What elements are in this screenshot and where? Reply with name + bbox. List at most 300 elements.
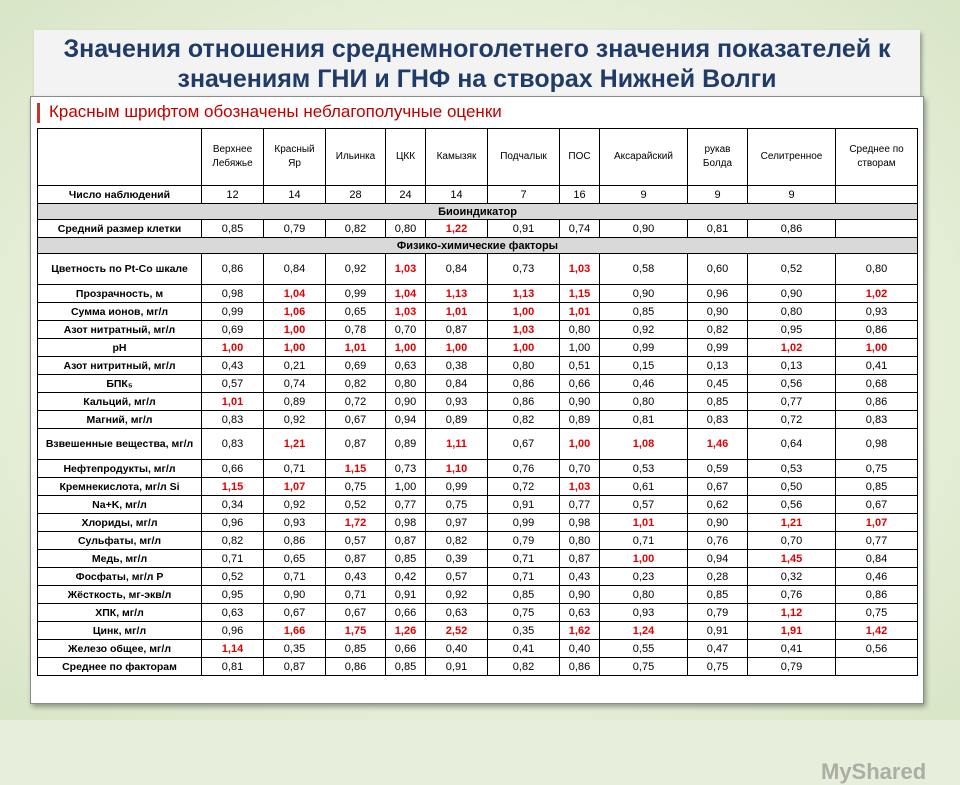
value-cell: 0,50 [748, 478, 836, 496]
value-cell: 0,86 [748, 220, 836, 238]
value-cell: 0,79 [748, 658, 836, 676]
value-cell: 0,15 [600, 357, 688, 375]
table-row-average [38, 658, 918, 676]
value-cell: 0,73 [386, 460, 426, 478]
value-cell: 0,86 [560, 658, 600, 676]
row-label: Азот нитритный, мг/л [38, 357, 202, 375]
value-cell: 1,01 [426, 303, 488, 321]
value-cell: 1,00 [264, 321, 326, 339]
column-header: Аксарайский [600, 129, 688, 186]
value-cell: 0,90 [264, 586, 326, 604]
value-cell: 0,52 [748, 254, 836, 285]
value-cell: 1,00 [836, 339, 918, 357]
value-cell: 0,75 [688, 658, 748, 676]
value-cell: 0,79 [264, 220, 326, 238]
value-cell: 0,76 [688, 532, 748, 550]
value-cell: 0,62 [688, 496, 748, 514]
value-cell: 0,80 [836, 254, 918, 285]
value-cell: 0,65 [264, 550, 326, 568]
value-cell: 0,95 [748, 321, 836, 339]
value-cell: 0,43 [202, 357, 264, 375]
row-label: Число наблюдений [38, 186, 202, 204]
value-cell: 0,72 [488, 478, 560, 496]
value-cell: 0,80 [488, 357, 560, 375]
value-cell: 9 [748, 186, 836, 204]
value-cell: 0,97 [426, 514, 488, 532]
value-cell: 0,85 [488, 586, 560, 604]
value-cell: 0,80 [600, 586, 688, 604]
value-cell: 0,35 [488, 622, 560, 640]
value-cell: 1,11 [426, 429, 488, 460]
value-cell: 0,41 [748, 640, 836, 658]
watermark: MyShared [821, 759, 927, 784]
value-cell: 9 [600, 186, 688, 204]
value-cell: 1,91 [748, 622, 836, 640]
value-cell: 0,71 [488, 568, 560, 586]
value-cell: 0,83 [202, 429, 264, 460]
value-cell: 0,74 [560, 220, 600, 238]
value-cell: 0,57 [202, 375, 264, 393]
value-cell: 0,93 [426, 393, 488, 411]
value-cell: 0,71 [488, 550, 560, 568]
value-cell: 0,80 [386, 375, 426, 393]
section-title: Биоиндикатор [38, 204, 918, 220]
value-cell: 0,77 [386, 496, 426, 514]
value-cell: 0,71 [600, 532, 688, 550]
value-cell: 0,67 [326, 411, 386, 429]
value-cell: 0,70 [748, 532, 836, 550]
value-cell: 0,57 [426, 568, 488, 586]
value-cell: 0,85 [688, 586, 748, 604]
title-text: Значения отношения среднемноголетнего значения показателей к значениям ГНИ и ГНФ на створах Нижней Волги [63, 35, 891, 93]
table-row [38, 514, 918, 532]
value-cell: 7 [488, 186, 560, 204]
value-cell: 0,99 [688, 339, 748, 357]
table-row [38, 254, 918, 285]
value-cell: 0,93 [836, 303, 918, 321]
value-cell: 0,75 [600, 658, 688, 676]
table-row [38, 285, 918, 303]
value-cell: 0,99 [326, 285, 386, 303]
table-row [38, 339, 918, 357]
column-header: Камызяк [426, 129, 488, 186]
table-row [38, 321, 918, 339]
value-cell: 9 [688, 186, 748, 204]
value-cell: 0,83 [202, 411, 264, 429]
value-cell: 0,95 [202, 586, 264, 604]
table-row [38, 220, 918, 238]
value-cell: 0,93 [264, 514, 326, 532]
value-cell: 0,93 [600, 604, 688, 622]
value-cell: 0,34 [202, 496, 264, 514]
value-cell: 0,98 [202, 285, 264, 303]
value-cell: 0,92 [326, 254, 386, 285]
value-cell: 0,71 [264, 568, 326, 586]
value-cell: 0,84 [426, 375, 488, 393]
value-cell: 0,66 [202, 460, 264, 478]
value-cell: 0,56 [748, 496, 836, 514]
value-cell: 0,82 [326, 375, 386, 393]
value-cell: 1,75 [326, 622, 386, 640]
row-label: ХПК, мг/л [38, 604, 202, 622]
value-cell: 0,85 [600, 303, 688, 321]
table-panel [30, 96, 927, 784]
table-row [38, 375, 918, 393]
row-label: Сумма ионов, мг/л [38, 303, 202, 321]
value-cell: 0,82 [426, 532, 488, 550]
value-cell: 0,71 [326, 586, 386, 604]
value-cell: 0,86 [326, 658, 386, 676]
value-cell: 1,00 [264, 339, 326, 357]
value-cell: 0,94 [688, 550, 748, 568]
value-cell: 0,90 [688, 303, 748, 321]
value-cell: 0,86 [202, 254, 264, 285]
value-cell: 0,40 [560, 640, 600, 658]
value-cell: 0,67 [264, 604, 326, 622]
header-corner-cell [38, 129, 202, 186]
value-cell: 1,45 [748, 550, 836, 568]
table-row [38, 357, 918, 375]
value-cell: 0,70 [386, 321, 426, 339]
value-cell: 0,67 [488, 429, 560, 460]
value-cell: 1,13 [426, 285, 488, 303]
table-row [38, 460, 918, 478]
table-row [38, 496, 918, 514]
value-cell: 0,79 [488, 532, 560, 550]
value-cell: 1,12 [748, 604, 836, 622]
table-header-row [38, 129, 918, 186]
value-cell: 0,56 [836, 640, 918, 658]
value-cell: 0,87 [386, 532, 426, 550]
value-cell: 0,78 [326, 321, 386, 339]
value-cell: 0,80 [600, 393, 688, 411]
row-label: Средний размер клетки [38, 220, 202, 238]
value-cell: 0,99 [600, 339, 688, 357]
value-cell: 14 [426, 186, 488, 204]
value-cell: 0,99 [202, 303, 264, 321]
value-cell: 1,02 [748, 339, 836, 357]
slide-title [34, 30, 920, 96]
row-label: Кальций, мг/л [38, 393, 202, 411]
value-cell: 1,03 [386, 303, 426, 321]
value-cell: 28 [326, 186, 386, 204]
value-cell: 0,67 [688, 478, 748, 496]
value-cell: 0,92 [426, 586, 488, 604]
value-cell: 2,52 [426, 622, 488, 640]
value-cell: 1,00 [488, 339, 560, 357]
value-cell: 0,92 [264, 496, 326, 514]
value-cell: 1,00 [386, 478, 426, 496]
value-cell: 0,84 [426, 254, 488, 285]
value-cell: 0,82 [488, 658, 560, 676]
value-cell: 14 [264, 186, 326, 204]
column-header: рукав Болда [688, 129, 748, 186]
panel-header [37, 97, 917, 127]
section-header-row [38, 238, 918, 254]
column-header: Подчалык [488, 129, 560, 186]
value-cell: 1,13 [488, 285, 560, 303]
value-cell: 1,42 [836, 622, 918, 640]
table-row [38, 429, 918, 460]
value-cell: 0,69 [326, 357, 386, 375]
value-cell: 0,55 [600, 640, 688, 658]
row-label: Магний, мг/л [38, 411, 202, 429]
value-cell: 0,86 [488, 375, 560, 393]
table-row [38, 186, 918, 204]
value-cell: 0,86 [836, 321, 918, 339]
value-cell: 0,58 [600, 254, 688, 285]
column-header: Среднее по створам [836, 129, 918, 186]
value-cell: 0,13 [748, 357, 836, 375]
value-cell: 0,67 [836, 496, 918, 514]
value-cell: 0,64 [748, 429, 836, 460]
value-cell: 1,03 [488, 321, 560, 339]
column-header: ЦКК [386, 129, 426, 186]
value-cell: 1,00 [560, 339, 600, 357]
table-row [38, 622, 918, 640]
value-cell: 1,26 [386, 622, 426, 640]
value-cell: 1,21 [748, 514, 836, 532]
value-cell: 0,90 [560, 393, 600, 411]
value-cell: 1,62 [560, 622, 600, 640]
value-cell: 0,91 [488, 496, 560, 514]
value-cell: 0,73 [488, 254, 560, 285]
value-cell: 0,80 [560, 321, 600, 339]
value-cell: 1,01 [600, 514, 688, 532]
value-cell: 0,72 [748, 411, 836, 429]
value-cell: 0,75 [836, 604, 918, 622]
value-cell: 0,83 [688, 411, 748, 429]
value-cell: 1,01 [560, 303, 600, 321]
value-cell: 1,00 [560, 429, 600, 460]
value-cell: 0,47 [688, 640, 748, 658]
value-cell: 0,76 [748, 586, 836, 604]
value-cell: 0,75 [836, 460, 918, 478]
value-cell: 0,75 [326, 478, 386, 496]
value-cell: 0,13 [688, 357, 748, 375]
value-cell: 0,81 [202, 658, 264, 676]
table-row [38, 532, 918, 550]
value-cell: 0,96 [202, 514, 264, 532]
value-cell: 0,70 [560, 460, 600, 478]
value-cell: 0,90 [688, 514, 748, 532]
value-cell: 1,01 [202, 393, 264, 411]
value-cell: 0,80 [748, 303, 836, 321]
value-cell: 0,57 [326, 532, 386, 550]
value-cell: 0,66 [560, 375, 600, 393]
value-cell: 1,08 [600, 429, 688, 460]
row-label: Фосфаты, мг/л P [38, 568, 202, 586]
header-accent-bar [37, 103, 40, 123]
value-cell: 1,03 [560, 478, 600, 496]
value-cell: 0,96 [202, 622, 264, 640]
value-cell: 0,90 [560, 586, 600, 604]
value-cell: 1,06 [264, 303, 326, 321]
value-cell: 0,98 [836, 429, 918, 460]
value-cell: 0,82 [326, 220, 386, 238]
value-cell: 0,63 [386, 357, 426, 375]
row-label: Нефтепродукты, мг/л [38, 460, 202, 478]
value-cell: 0,57 [600, 496, 688, 514]
value-cell: 0,39 [426, 550, 488, 568]
row-label: Цветность по Pt-Co шкале [38, 254, 202, 285]
value-cell: 1,66 [264, 622, 326, 640]
table-row [38, 550, 918, 568]
value-cell: 1,14 [202, 640, 264, 658]
value-cell: 0,87 [426, 321, 488, 339]
value-cell: 1,02 [836, 285, 918, 303]
value-cell: 0,85 [202, 220, 264, 238]
value-cell [836, 186, 918, 204]
data-table [37, 128, 918, 676]
value-cell: 0,81 [688, 220, 748, 238]
value-cell: 0,85 [386, 550, 426, 568]
value-cell: 0,59 [688, 460, 748, 478]
value-cell: 0,23 [600, 568, 688, 586]
value-cell: 0,92 [600, 321, 688, 339]
value-cell: 0,41 [836, 357, 918, 375]
value-cell: 0,91 [386, 586, 426, 604]
value-cell: 0,90 [600, 220, 688, 238]
value-cell: 0,38 [426, 357, 488, 375]
value-cell: 0,98 [560, 514, 600, 532]
value-cell: 0,77 [748, 393, 836, 411]
value-cell: 0,91 [426, 658, 488, 676]
value-cell: 1,00 [426, 339, 488, 357]
value-cell: 1,21 [264, 429, 326, 460]
value-cell: 0,43 [560, 568, 600, 586]
value-cell: 0,74 [264, 375, 326, 393]
value-cell: 0,67 [326, 604, 386, 622]
value-cell: 1,00 [488, 303, 560, 321]
value-cell: 0,89 [560, 411, 600, 429]
value-cell: 0,32 [748, 568, 836, 586]
table-row [38, 393, 918, 411]
value-cell: 0,65 [326, 303, 386, 321]
row-label: Среднее по факторам [38, 658, 202, 676]
value-cell: 0,35 [264, 640, 326, 658]
value-cell: 0,28 [688, 568, 748, 586]
value-cell: 0,63 [560, 604, 600, 622]
value-cell: 1,15 [326, 460, 386, 478]
row-label: Азот нитратный, мг/л [38, 321, 202, 339]
value-cell: 0,40 [426, 640, 488, 658]
value-cell: 1,10 [426, 460, 488, 478]
value-cell: 1,04 [386, 285, 426, 303]
value-cell: 1,00 [600, 550, 688, 568]
value-cell: 0,90 [600, 285, 688, 303]
value-cell: 0,66 [386, 604, 426, 622]
row-label: pH [38, 339, 202, 357]
column-header: Селитренное [748, 129, 836, 186]
value-cell: 1,72 [326, 514, 386, 532]
value-cell: 0,21 [264, 357, 326, 375]
value-cell: 0,85 [688, 393, 748, 411]
row-label: Na+K, мг/л [38, 496, 202, 514]
value-cell: 1,04 [264, 285, 326, 303]
value-cell: 1,00 [202, 339, 264, 357]
value-cell: 0,82 [202, 532, 264, 550]
value-cell: 0,69 [202, 321, 264, 339]
value-cell: 1,07 [264, 478, 326, 496]
value-cell: 0,45 [688, 375, 748, 393]
value-cell: 1,46 [688, 429, 748, 460]
row-label: Хлориды, мг/л [38, 514, 202, 532]
value-cell: 0,87 [326, 550, 386, 568]
value-cell: 0,90 [748, 285, 836, 303]
value-cell: 0,61 [600, 478, 688, 496]
value-cell: 0,89 [386, 429, 426, 460]
value-cell: 0,79 [688, 604, 748, 622]
value-cell: 0,75 [426, 496, 488, 514]
row-label: Железо общее, мг/л [38, 640, 202, 658]
value-cell: 0,71 [202, 550, 264, 568]
value-cell [836, 658, 918, 676]
value-cell: 12 [202, 186, 264, 204]
value-cell: 0,53 [600, 460, 688, 478]
table-body [38, 129, 918, 676]
value-cell: 0,60 [688, 254, 748, 285]
value-cell: 0,99 [426, 478, 488, 496]
column-header: ПОС [560, 129, 600, 186]
value-cell: 0,76 [488, 460, 560, 478]
value-cell: 0,56 [748, 375, 836, 393]
value-cell: 0,52 [202, 568, 264, 586]
value-cell: 0,68 [836, 375, 918, 393]
value-cell: 0,46 [600, 375, 688, 393]
row-label: Взвешенные вещества, мг/л [38, 429, 202, 460]
table-row [38, 568, 918, 586]
table-row [38, 478, 918, 496]
value-cell: 0,89 [426, 411, 488, 429]
value-cell: 0,80 [560, 532, 600, 550]
row-label: БПК₅ [38, 375, 202, 393]
table-row [38, 640, 918, 658]
value-cell: 24 [386, 186, 426, 204]
value-cell: 0,43 [326, 568, 386, 586]
value-cell-empty [836, 220, 918, 238]
value-cell: 0,91 [488, 220, 560, 238]
row-label: Прозрачность, м [38, 285, 202, 303]
value-cell: 0,86 [836, 586, 918, 604]
value-cell: 0,72 [326, 393, 386, 411]
value-cell: 0,85 [326, 640, 386, 658]
value-cell: 0,89 [264, 393, 326, 411]
table-row [38, 411, 918, 429]
value-cell: 0,53 [748, 460, 836, 478]
value-cell: 0,99 [488, 514, 560, 532]
value-cell: 0,92 [264, 411, 326, 429]
column-header: Ильинка [326, 129, 386, 186]
column-header: Верхнее Лебяжье [202, 129, 264, 186]
value-cell: 0,86 [836, 393, 918, 411]
value-cell: 0,51 [560, 357, 600, 375]
value-cell: 1,01 [326, 339, 386, 357]
value-cell: 0,94 [386, 411, 426, 429]
value-cell: 0,90 [386, 393, 426, 411]
value-cell: 0,85 [386, 658, 426, 676]
value-cell: 0,82 [488, 411, 560, 429]
table-row [38, 604, 918, 622]
value-cell: 0,86 [488, 393, 560, 411]
row-label: Жёсткость, мг-экв/л [38, 586, 202, 604]
table-row [38, 303, 918, 321]
value-cell: 1,22 [426, 220, 488, 238]
value-cell: 1,15 [202, 478, 264, 496]
value-cell: 0,81 [600, 411, 688, 429]
section-title: Физико-химические факторы [38, 238, 918, 254]
value-cell: 0,77 [560, 496, 600, 514]
